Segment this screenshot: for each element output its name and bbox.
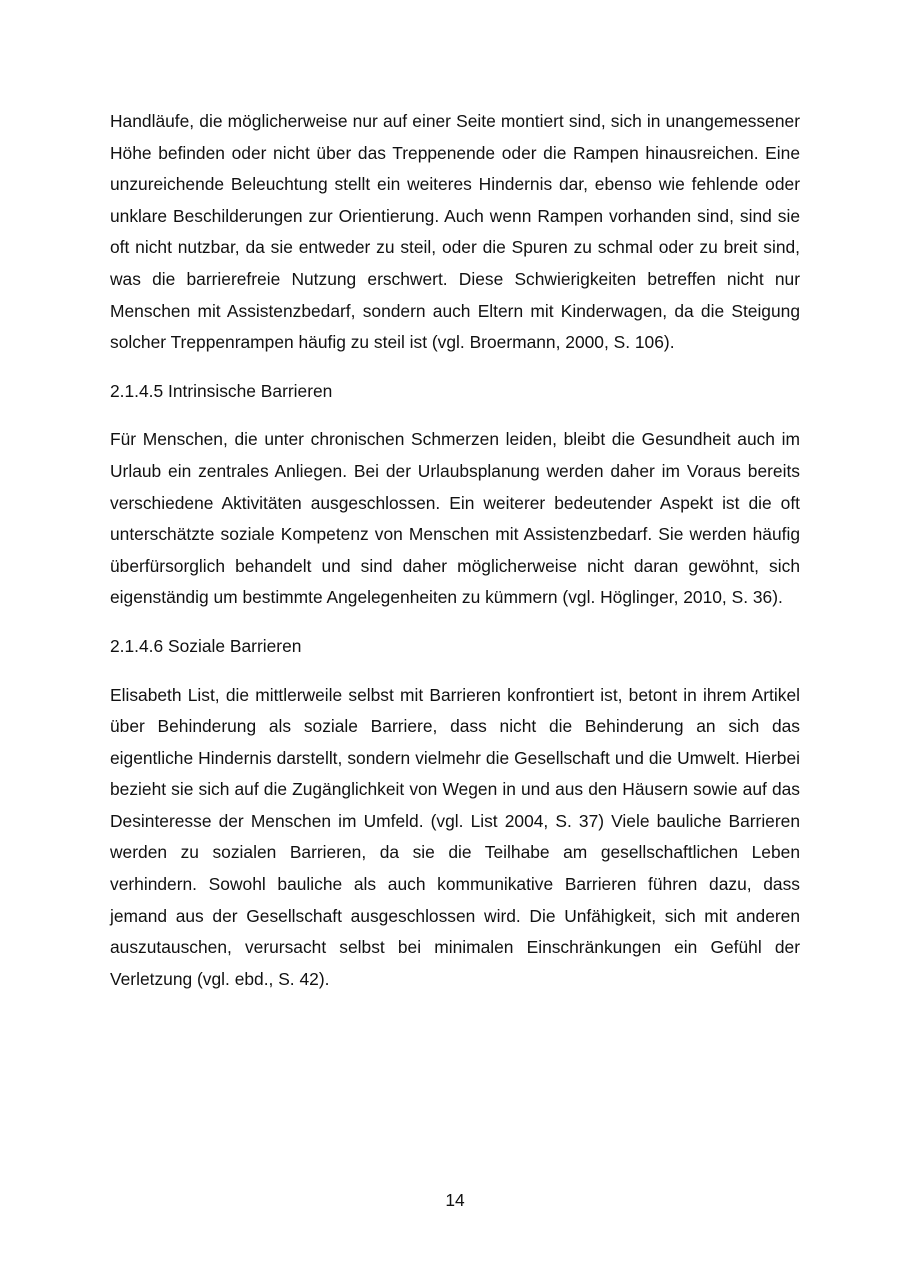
page-number: 14 [445, 1190, 465, 1210]
page-body [110, 106, 800, 1012]
paragraph-intrinsic-barriers: Für Menschen, die unter chronischen Schmerzen leiden, bleibt die Gesundheit auch im Urlaub ein zentrales Anliegen. Bei der Urlaubsplanung werden daher im Voraus bereits verschiedene Aktivitäten ausgeschlossen. Ein weiterer bedeutender Aspekt ist die oft unterschätzte soziale Kompetenz von Menschen mit Assistenzbedarf. Sie werden häufig überfürsorglich behandelt und sind daher möglicherweise nicht daran gewöhnt, sich eigenständig um bestimmte Angelegenheiten zu kümmern (vgl. Höglinger, 2010, S. 36). [110, 429, 800, 608]
section-heading-social-barriers: 2.1.4.6 Soziale Barrieren [110, 635, 302, 656]
paragraph-stairs-ramps: Handläufe, die möglicherweise nur auf einer Seite montiert sind, sich in unangemessener Höhe befinden oder nicht über das Treppenende oder die Rampen hinausreichen. Eine unzureichende Beleuchtung stellt ein weiteres Hindernis dar, ebenso wie fehlende oder unklare Beschilderungen zur Orientierung. Auch wenn Rampen vorhanden sind, sind sie oft nicht nutzbar, da sie entweder zu steil, oder die Spuren zu schmal oder zu breit sind, was die barrierefreie Nutzung erschwert. Diese Schwierigkeiten betreffen nicht nur Menschen mit Assistenzbedarf, sondern auch Eltern mit Kinderwagen, da die Steigung solcher Treppenrampen häufig zu steil ist (vgl. Broermann, 2000, S. 106). [110, 111, 800, 353]
paragraph-social-barriers: Elisabeth List, die mittlerweile selbst mit Barrieren konfrontiert ist, betont in ihrem Artikel über Behinderung als soziale Barriere, dass nicht die Behinderung an sich das eigentliche Hindernis darstellt, sondern vielmehr die Gesellschaft und die Umwelt. Hierbei bezieht sie sich auf die Zugänglichkeit von Wegen in und aus den Häusern sowie auf das Desinteresse der Menschen im Umfeld. (vgl. List 2004, S. 37) Viele bauliche Barrieren werden zu sozialen Barrieren, da sie die Teilhabe am gesellschaftlichen Leben verhindern. Sowohl bauliche als auch kommunikative Barrieren führen dazu, dass jemand aus der Gesellschaft ausgeschlossen wird. Die Unfähigkeit, sich mit anderen auszutauschen, verursacht selbst bei minimalen Einschränkungen ein Gefühl der Verletzung (vgl. ebd., S. 42). [110, 684, 800, 989]
section-heading-intrinsic-barriers: 2.1.4.5 Intrinsische Barrieren [110, 380, 333, 401]
